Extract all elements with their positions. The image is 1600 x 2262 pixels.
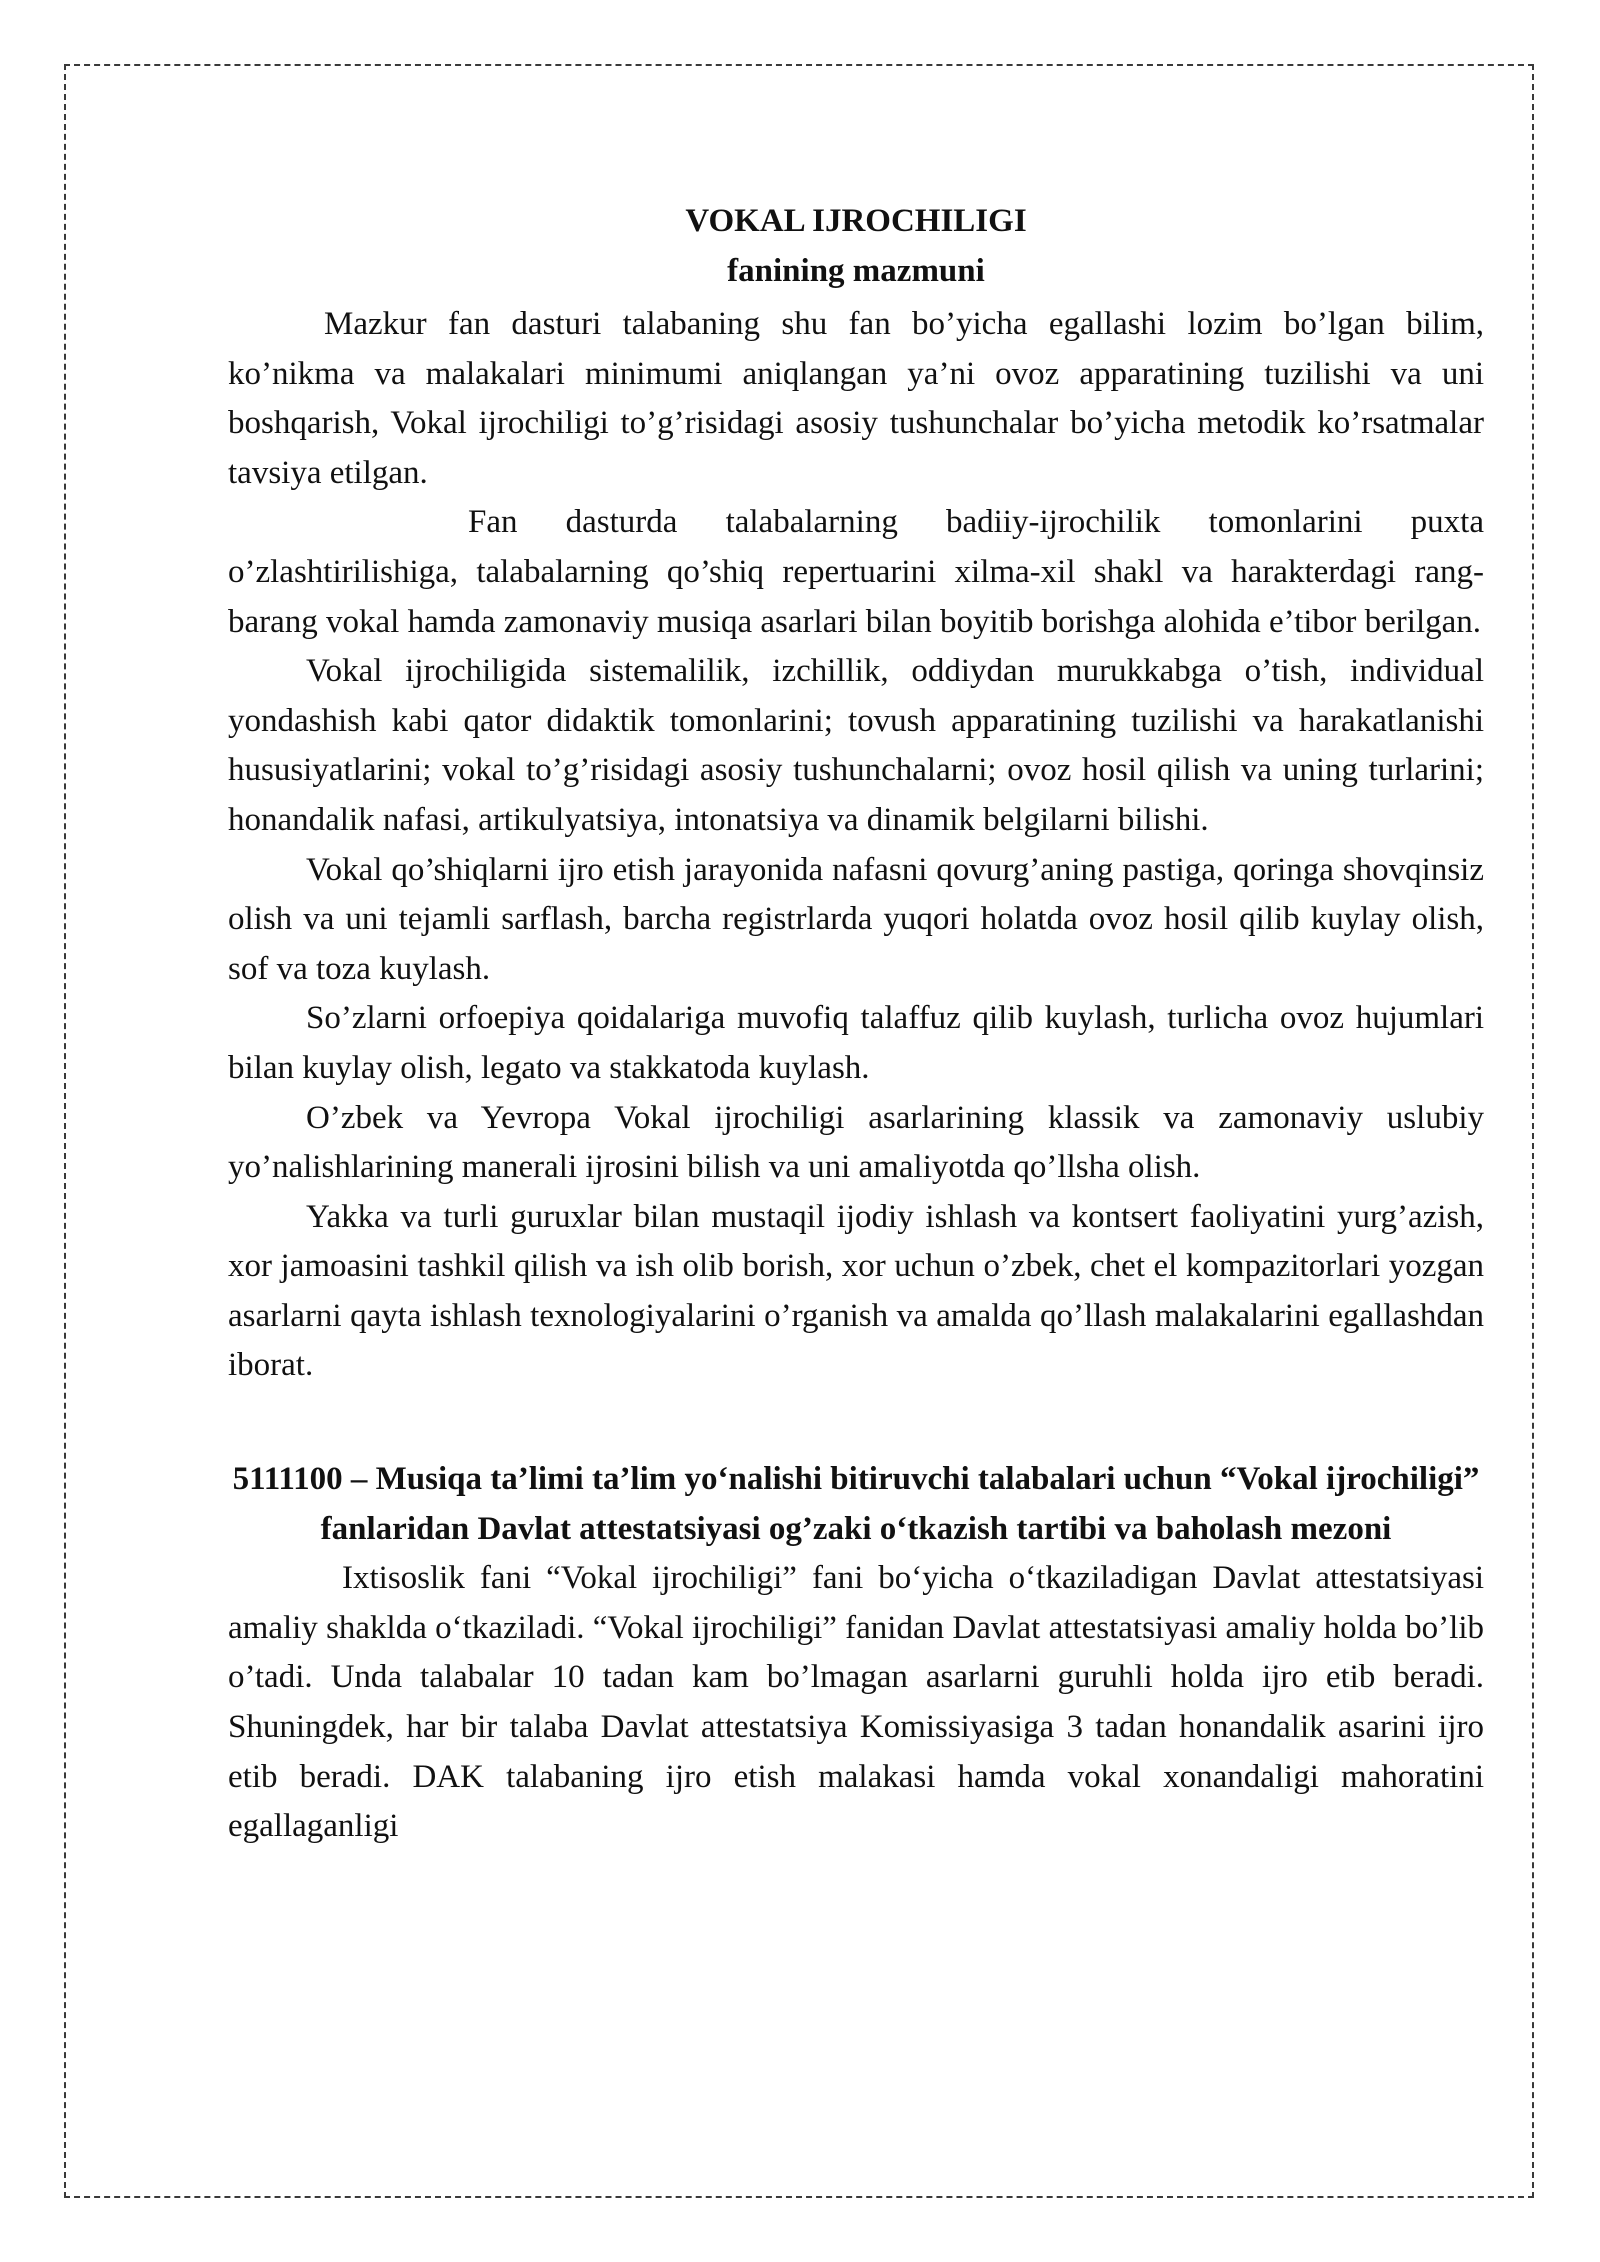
paragraph-7: Yakka va turli guruxlar bilan mustaqil ijodiy ishlash va kontsert faoliyatini yurg’azish, xor jamoasini tashkil qilish va ish olib borish, xor uchun o’zbek, chet el kompazitorlari yozgan asarlarni qayta ishlash texnologiyalarini o’rganish va amalda qo’llash malakalarini egallashdan iborat. [228, 1198, 1484, 1384]
document-subtitle: fanining mazmuni [727, 253, 985, 289]
paragraph-5: So’zlarni orfoepiya qoidalariga muvofiq talaffuz qilib kuylash, turlicha ovoz hujumlari bilan kuylay olish, legato va stakkatoda kuylash. [228, 1000, 1484, 1086]
section-heading: 5111100 – Musiqa ta’limi ta’lim yo‘nalishi bitiruvchi talabalari uchun “Vokal ijrochiligi” fanlaridan Davlat attestatsiyasi og’zaki o‘tkazish tartibi va baholash mezoni [232, 1461, 1480, 1547]
paragraph-4: Vokal qo’shiqlarni ijro etish jarayonida nafasni qovurg’aning pastiga, qoringa shovqinsiz olish va uni tejamli sarflash, barcha registrlarda yuqori holatda ovoz hosil qilib kuylay olish, sof va toza kuylash. [228, 851, 1484, 987]
document-title: VOKAL IJROCHILIGI [685, 203, 1027, 239]
paragraph-6: O’zbek va Yevropa Vokal ijrochiligi asarlarining klassik va zamonaviy uslubiy yo’nalishlarining manerali ijrosini bilish va uni amaliyotda qo’llsha olish. [228, 1099, 1484, 1186]
document-body [228, 196, 1484, 1852]
paragraph-3: Vokal ijrochiligida sistemalilik, izchillik, oddiydan murukkabga o’tish, individual yondashish kabi qator didaktik tomonlarini; tovush apparatining tuzilishi va harakatlanishi hususiyatlarini; vokal to’g’risidagi asosiy tushunchalarni; ovoz hosil qilish va uning turlarini; honandalik nafasi, artikulyatsiya, intonatsiya va dinamik belgilarni bilishi. [228, 653, 1484, 838]
paragraph-1: Mazkur fan dasturi talabaning shu fan bo’yicha egallashi lozim bo’lgan bilim, ko’nikma va malakalari minimumi aniqlangan ya’ni ovoz apparatining tuzilishi va uni boshqarish, Vokal ijrochiligi to’g’risidagi asosiy tushunchalar bo’yicha metodik ko’rsatmalar tavsiya etilgan. [228, 306, 1484, 491]
paragraph-2: Fan dasturda talabalarning badiiy-ijrochilik tomonlarini puxta o’zlashtirilishiga, talabalarning qo’shiq repertuarini xilma-xil shakl va harakterdagi rang-barang vokal hamda zamonaviy musiqa asarlari bilan boyitib borishga alohida e’tibor berilgan. [228, 504, 1484, 640]
section-paragraph: Ixtisoslik fani “Vokal ijrochiligi” fani bo‘yicha o‘tkaziladigan Davlat attestatsiyasi amaliy shaklda o‘tkaziladi. “Vokal ijrochiligi” fanidan Davlat attestatsiyasi amaliy holda bo’lib o’tadi. Unda talabalar 10 tadan kam bo’lmagan asarlarni guruhli holda ijro etib beradi. Shuningdek, har bir talaba Davlat attestatsiya Komissiyasiga 3 tadan honandalik asarini ijro etib beradi. DAK talabaning ijro etish malakasi hamda vokal xonandaligi mahoratini egallaganligi [228, 1560, 1484, 1845]
